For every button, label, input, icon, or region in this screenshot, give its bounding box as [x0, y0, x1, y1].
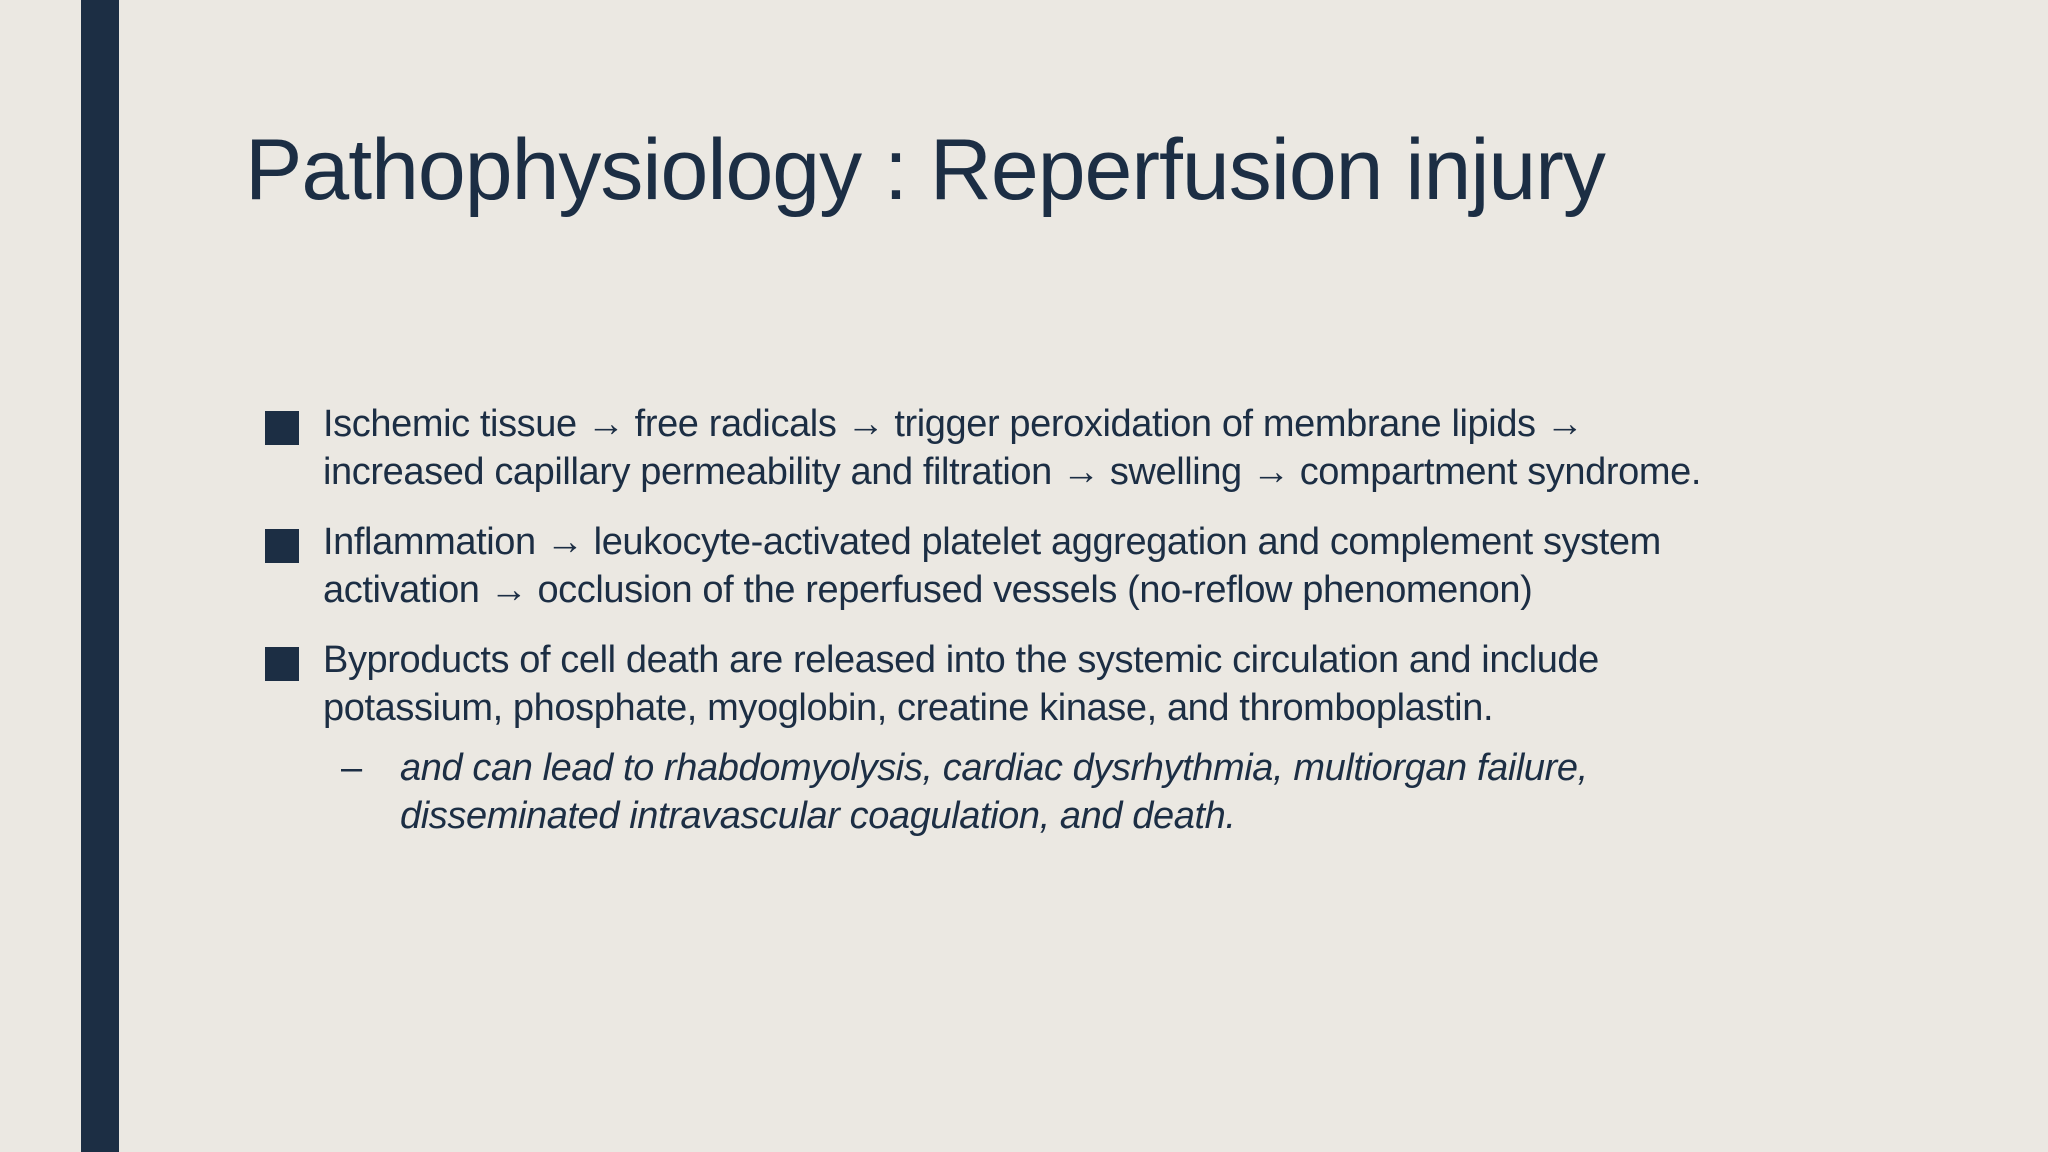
bullet-list [263, 400, 1903, 840]
slide-title: Pathophysiology : Reperfusion injury [245, 122, 1605, 218]
bullet-text-line: Ischemic tissue → free radicals → trigger peroxidation of membrane lipids → [323, 403, 1584, 445]
bullet-text-line: Inflammation → leukocyte-activated platelet aggregation and complement system [323, 521, 1661, 563]
bullet-text-line: activation → occlusion of the reperfused vessels (no-reflow phenomenon) [323, 569, 1533, 611]
sub-bullet-text-line: disseminated intravascular coagulation, and death. [400, 795, 1236, 837]
sub-bullet-text-line: and can lead to rhabdomyolysis, cardiac dysrhythmia, multiorgan failure, [400, 747, 1588, 789]
square-bullet-icon [265, 647, 299, 681]
bullet-text-line: Byproducts of cell death are released into the systemic circulation and include [323, 639, 1599, 681]
accent-bar [81, 0, 119, 1152]
square-bullet-icon [265, 411, 299, 445]
dash-bullet-marker: – [341, 747, 362, 789]
bullet-item [263, 400, 1903, 496]
square-bullet-icon [265, 529, 299, 563]
bullet-item [263, 518, 1903, 614]
bullet-text-line: potassium, phosphate, myoglobin, creatine kinase, and thromboplastin. [323, 687, 1494, 729]
bullet-text-line: increased capillary permeability and filtration → swelling → compartment syndrome. [323, 451, 1702, 493]
bullet-item [263, 636, 1903, 732]
sub-bullet-item [263, 744, 1903, 840]
